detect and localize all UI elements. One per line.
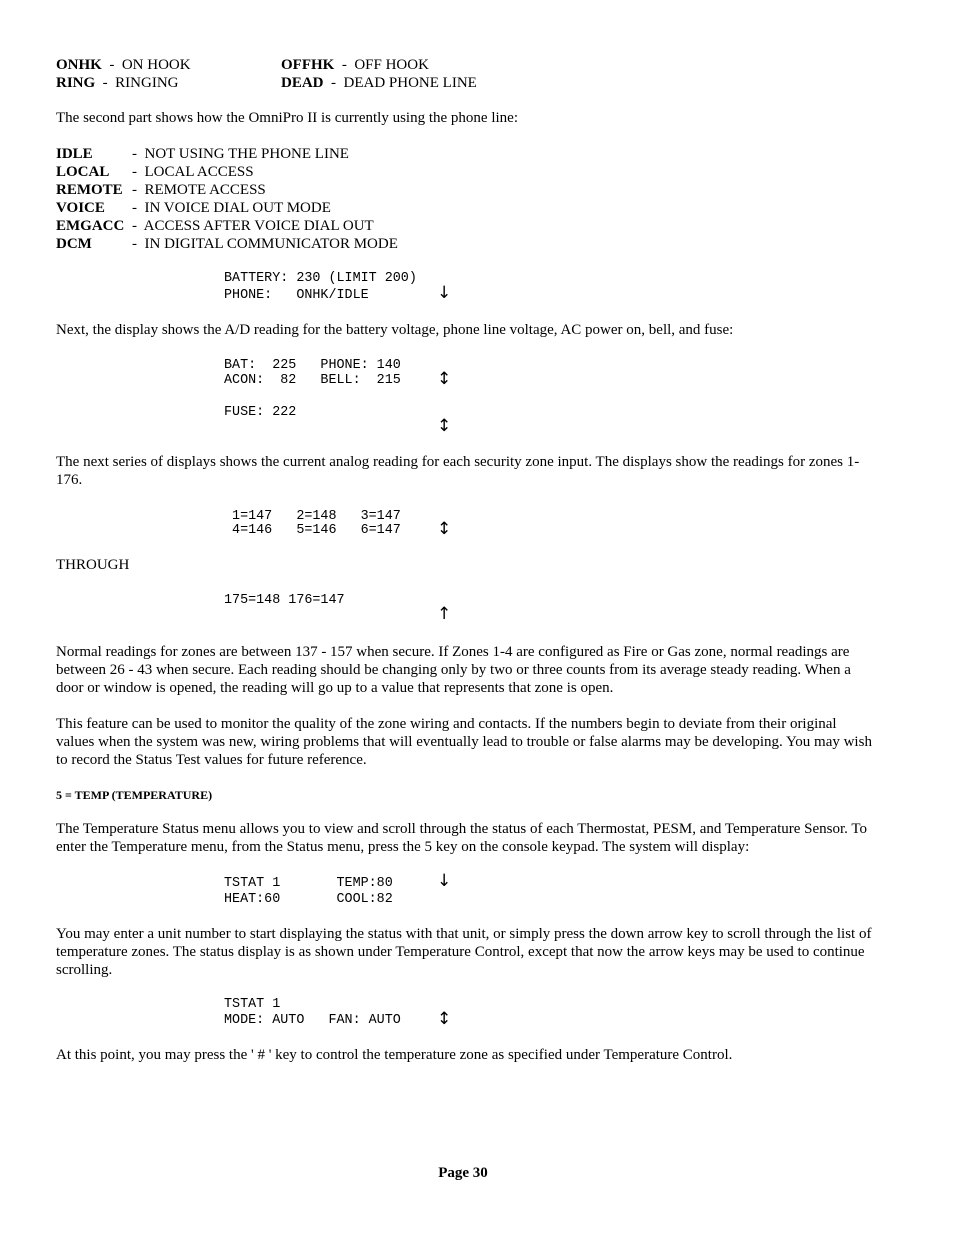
display-mode-line2: MODE: AUTO FAN: AUTO xyxy=(224,1013,401,1028)
usage-code-dcm: DCM xyxy=(56,236,92,252)
usage-desc-remote: - REMOTE ACCESS xyxy=(132,182,266,198)
page-number: Page 30 xyxy=(438,1165,488,1181)
arrow-updown-icon: ↕ xyxy=(437,369,452,389)
arrow-updown-icon: ↕ xyxy=(437,519,452,539)
arrow-updown-icon: ↕ xyxy=(437,1009,452,1029)
display-zones-last: 175=148 176=147 xyxy=(224,593,345,608)
hook-state-offhk: OFFHK - OFF HOOK xyxy=(281,57,429,73)
usage-desc-emgacc: - ACCESS AFTER VOICE DIAL OUT xyxy=(132,218,374,234)
display-battery-line2: PHONE: ONHK/IDLE xyxy=(224,288,369,303)
display-temp-line1: TSTAT 1 TEMP:80 xyxy=(224,876,393,891)
usage-code-emgacc: EMGACC xyxy=(56,218,125,234)
through-label: THROUGH xyxy=(56,557,130,573)
para-ad-reading: Next, the display shows the A/D reading for the battery voltage, phone line voltage, AC power on, bell, and fuse: xyxy=(56,322,734,338)
hook-state-onhk: ONHK - ON HOOK xyxy=(56,57,191,73)
arrow-updown-icon: ↕ xyxy=(437,416,452,436)
para-zones: The next series of displays shows the current analog reading for each security zone input. The displays show the readings for zones 1-176. xyxy=(56,454,860,488)
para-second-part: The second part shows how the OmniPro II is currently using the phone line: xyxy=(56,110,518,126)
arrow-up-icon: ↑ xyxy=(437,604,452,624)
hook-state-dead: DEAD - DEAD PHONE LINE xyxy=(281,75,477,91)
display-temp-line2: HEAT:60 COOL:82 xyxy=(224,892,393,907)
usage-desc-idle: - NOT USING THE PHONE LINE xyxy=(132,146,349,162)
arrow-down-icon: ↓ xyxy=(437,871,452,891)
para-unit-number: You may enter a unit number to start displaying the status with that unit, or simply press the down arrow key to scroll through the list of temperature zones. The status display is as shown under Temperature Control, except that now the arrow keys may be used to continue scrolling. xyxy=(56,926,872,978)
para-temp-menu: The Temperature Status menu allows you to view and scroll through the status of each Thermostat, PESM, and Temperature Sensor. To enter the Temperature menu, from the Status menu, press the 5 key on the console keypad. The system will display: xyxy=(56,821,867,855)
usage-desc-voice: - IN VOICE DIAL OUT MODE xyxy=(132,200,331,216)
para-final: At this point, you may press the ' # ' key to control the temperature zone as specified under Temperature Control. xyxy=(56,1047,733,1063)
display-mode-line1: TSTAT 1 xyxy=(224,997,281,1012)
display-fuse: FUSE: 222 xyxy=(224,405,297,420)
display-zones-line2: 4=146 5=146 6=147 xyxy=(224,523,401,538)
para-feature: This feature can be used to monitor the quality of the zone wiring and contacts. If the numbers begin to deviate from their original values when the system was new, wiring problems that will eventually lead to trouble or false alarms may be developing. You may wish to record the Status Test values for future reference. xyxy=(56,716,872,768)
usage-desc-local: - LOCAL ACCESS xyxy=(132,164,254,180)
para-normal-readings: Normal readings for zones are between 137 - 157 when secure. If Zones 1-4 are configured as Fire or Gas zone, normal readings are between 26 - 43 when secure. Each reading should be changing only by two or three counts from its average steady reading. When a door or window is opened, the reading will go up to a value that represents that zone is open. xyxy=(56,644,851,696)
display-battery-line1: BATTERY: 230 (LIMIT 200) xyxy=(224,271,417,286)
usage-code-remote: REMOTE xyxy=(56,182,123,198)
arrow-down-icon: ↓ xyxy=(437,283,452,303)
usage-desc-dcm: - IN DIGITAL COMMUNICATOR MODE xyxy=(132,236,398,252)
hook-state-ring: RING - RINGING xyxy=(56,75,179,91)
section-heading: 5 = TEMP (TEMPERATURE) xyxy=(56,788,213,802)
usage-code-voice: VOICE xyxy=(56,200,105,216)
display-ad-line1: BAT: 225 PHONE: 140 xyxy=(224,358,401,373)
usage-code-idle: IDLE xyxy=(56,146,93,162)
usage-code-local: LOCAL xyxy=(56,164,110,180)
display-ad-line2: ACON: 82 BELL: 215 xyxy=(224,373,401,388)
display-zones-line1: 1=147 2=148 3=147 xyxy=(224,509,401,524)
